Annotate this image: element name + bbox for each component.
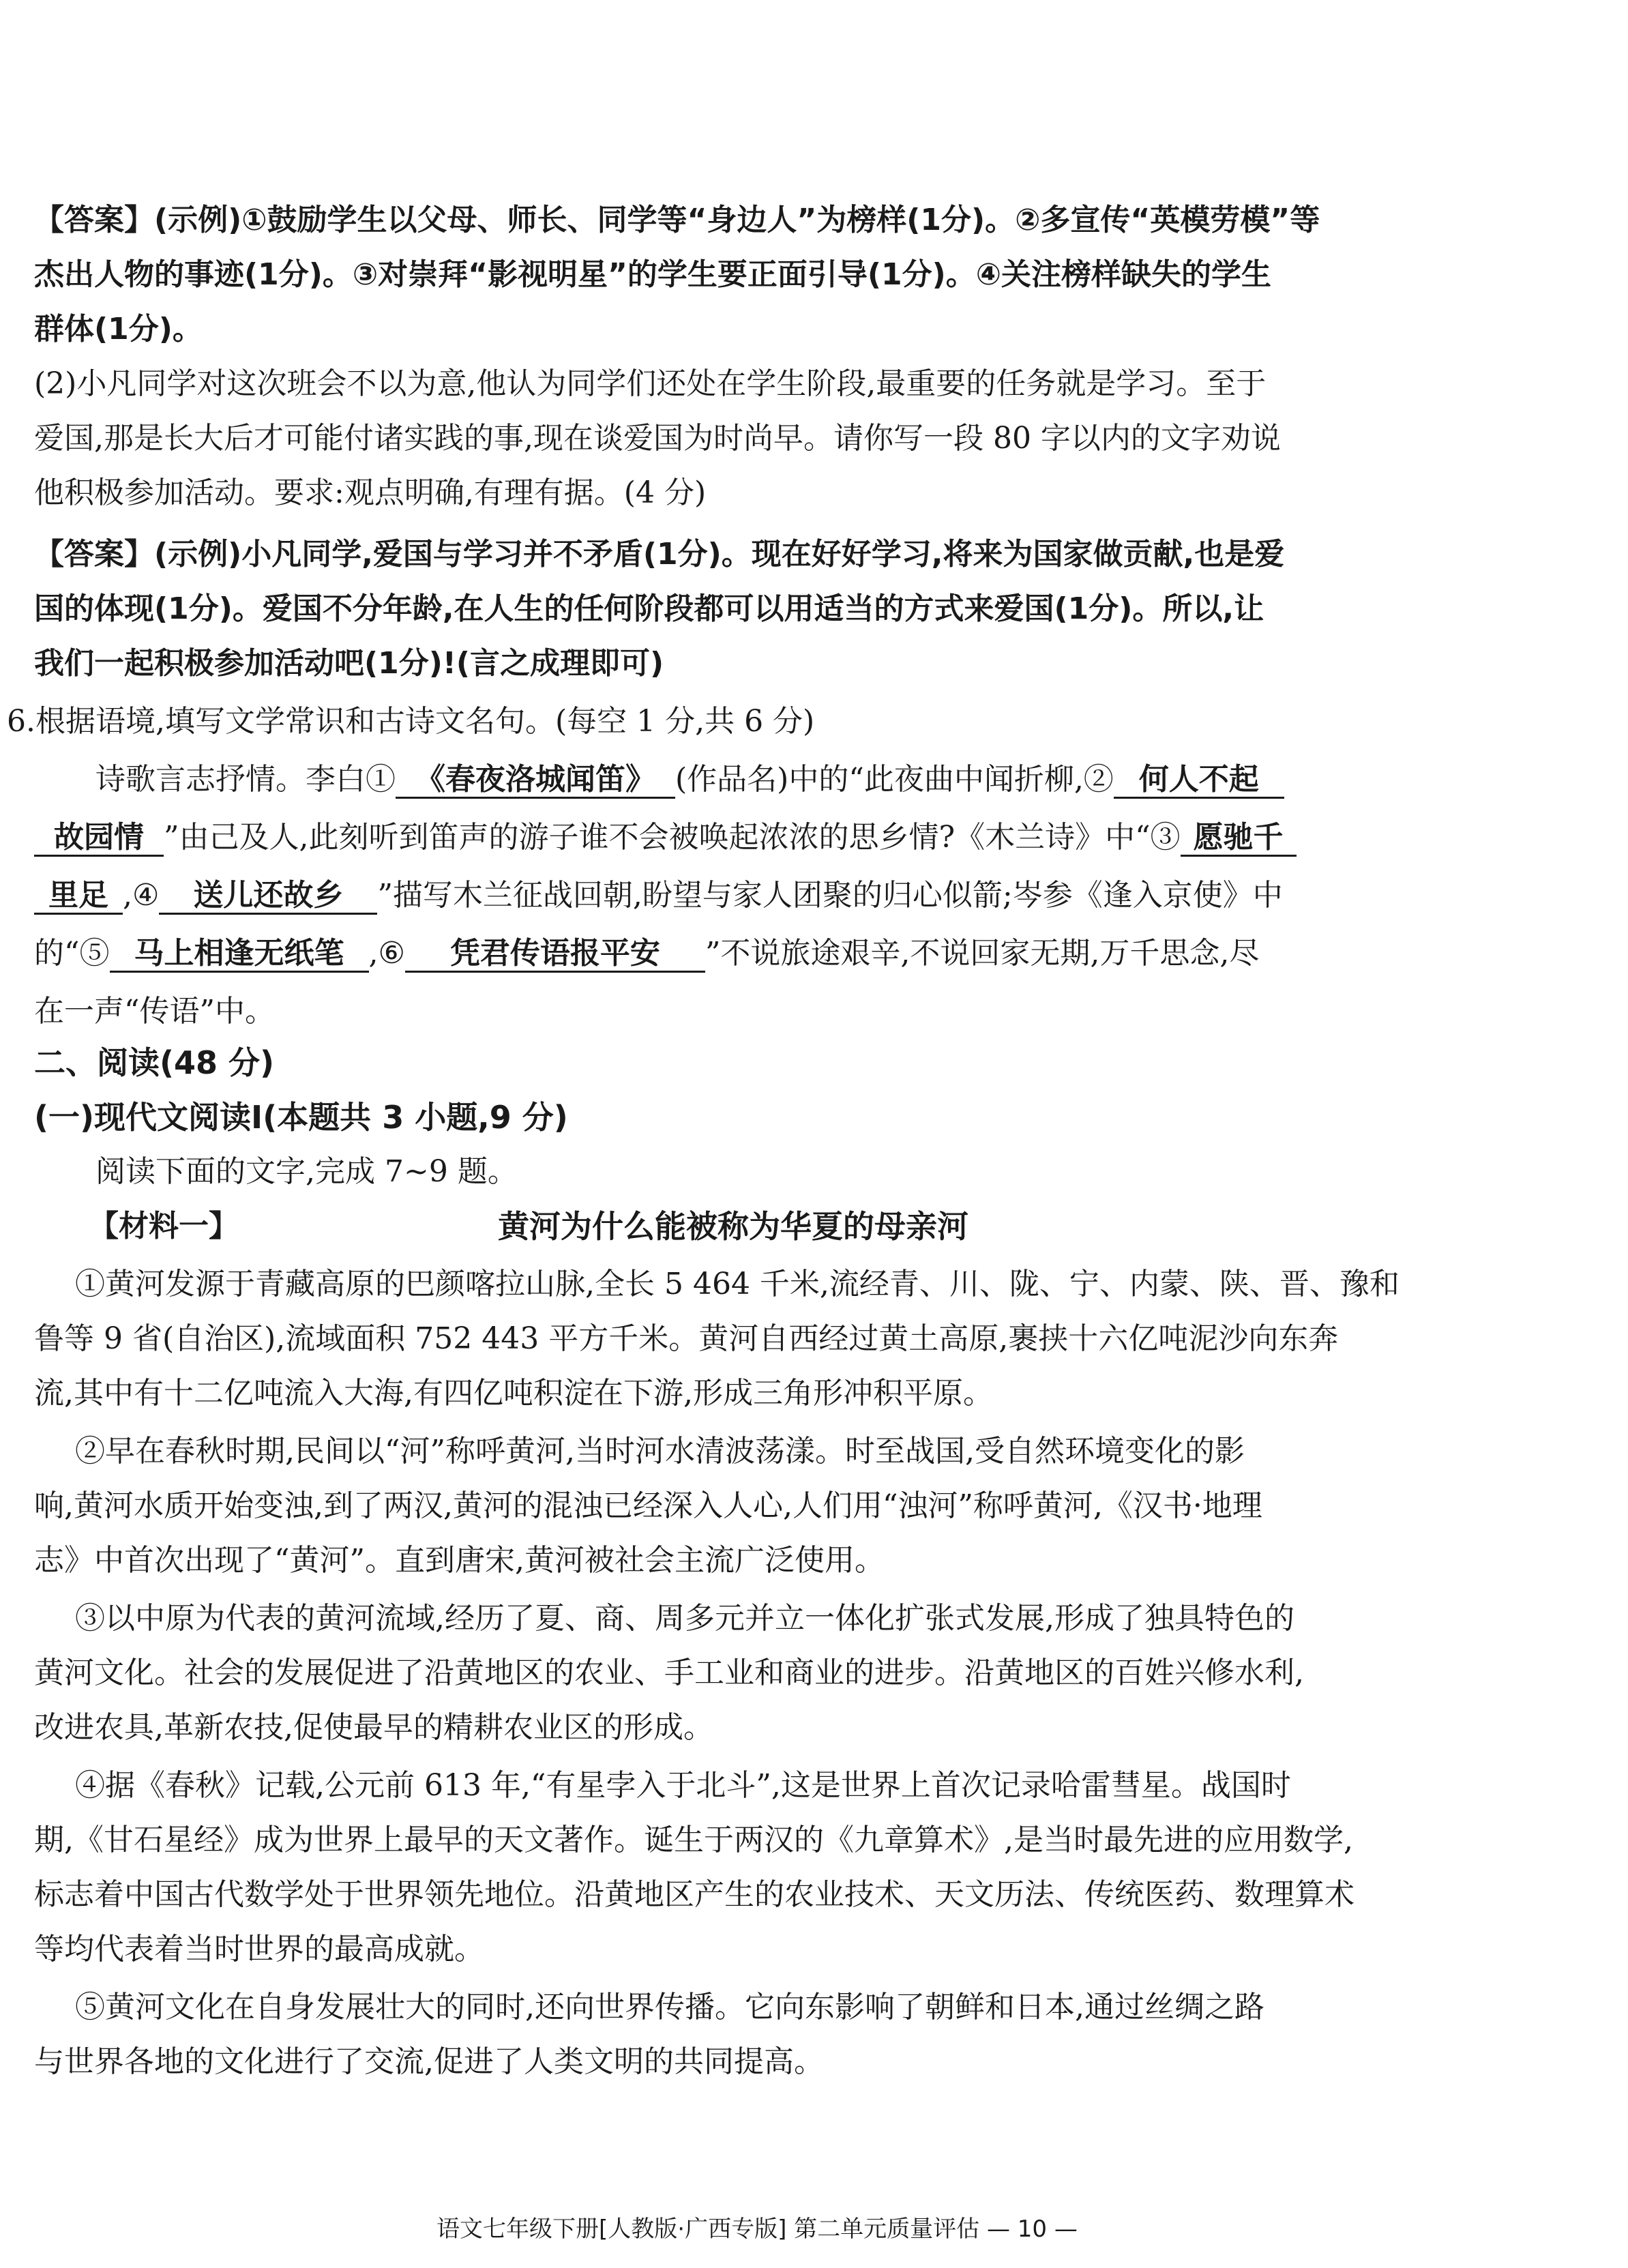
paragraph-3-line-3: 改进农具,革新农技,促使最早的精耕农业区的形成。 [34, 1710, 713, 1745]
fill-blank-3-part-2: 里足 [34, 879, 123, 915]
q6-text: 诗歌言志抒情。李白① [95, 762, 396, 797]
paragraph-3-line-1: ③以中原为代表的黄河流域,经历了夏、商、周多元并立一体化扩张式发展,形成了独具特色的 [75, 1601, 1294, 1636]
question-6-line-3 [34, 877, 1283, 915]
reading-instruction: 阅读下面的文字,完成 7~9 题。 [95, 1154, 518, 1189]
fill-blank-5: 马上相逢无纸笔 [110, 937, 369, 973]
answer-1-line-2: 杰出人物的事迹(1分)。③对崇拜“影视明星”的学生要正面引导(1分)。④关注榜样缺失的学生 [34, 257, 1272, 292]
question-6-line-4 [34, 934, 1259, 973]
q6-text: ”由己及人,此刻听到笛声的游子谁不会被唤起浓浓的思乡情?《木兰诗》中“③ [164, 820, 1181, 855]
paragraph-1-line-3: 流,其中有十二亿吨流入大海,有四亿吨积淀在下游,形成三角形冲积平原。 [34, 1376, 993, 1411]
question-6-line-5: 在一声“传语”中。 [34, 994, 275, 1029]
q6-text: ”描写木兰征战回朝,盼望与家人团聚的归心似箭;岑参《逢入京使》中 [377, 878, 1283, 913]
paragraph-4-line-3: 标志着中国古代数学处于世界领先地位。沿黄地区产生的农业技术、天文历法、传统医药、数理算术 [34, 1877, 1355, 1912]
paragraph-4-line-2: 期,《甘石星经》成为世界上最早的天文著作。诞生于两汉的《九章算术》,是当时最先进的应用数学, [34, 1823, 1353, 1857]
answer-1-line-3: 群体(1分)。 [34, 312, 203, 347]
answer-2-line-2: 国的体现(1分)。爱国不分年龄,在人生的任何阶段都可以用适当的方式来爱国(1分)。所以,让 [34, 591, 1264, 626]
fill-blank-2-part-1: 何人不起 [1114, 763, 1284, 799]
question-6-line-1 [95, 761, 1284, 799]
question-6-line-2 [34, 819, 1297, 857]
paragraph-2-line-3: 志》中首次出现了“黄河”。直到唐宋,黄河被社会主流广泛使用。 [34, 1543, 885, 1578]
material-label: 【材料一】 [89, 1209, 239, 1243]
paragraph-2-line-2: 响,黄河水质开始变浊,到了两汉,黄河的混浊已经深入人心,人们用“浊河”称呼黄河,《汉书·地理 [34, 1488, 1262, 1523]
paragraph-4-line-4: 等均代表着当时世界的最高成就。 [34, 1932, 484, 1967]
paragraph-5-line-2: 与世界各地的文化进行了交流,促进了人类文明的共同提高。 [34, 2044, 824, 2079]
q6-text: ,④ [123, 878, 160, 913]
answer-2-line-3: 我们一起积极参加活动吧(1分)!(言之成理即可) [34, 646, 664, 681]
paragraph-2-line-1: ②早在春秋时期,民间以“河”称呼黄河,当时河水清波荡漾。时至战国,受自然环境变化的影 [75, 1434, 1245, 1469]
paragraph-4-line-1: ④据《春秋》记载,公元前 613 年,“有星孛入于北斗”,这是世界上首次记录哈雷彗星。战国时 [75, 1768, 1291, 1803]
fill-blank-4: 送儿还故乡 [159, 879, 377, 915]
question-6-stem: 6.根据语境,填写文学常识和古诗文名句。(每空 1 分,共 6 分) [7, 704, 815, 739]
fill-blank-6: 凭君传语报平安 [405, 937, 705, 973]
question-5-2-line-3: 他积极参加活动。要求:观点明确,有理有据。(4 分) [34, 475, 707, 510]
fill-blank-1: 《春夜洛城闻笛》 [396, 763, 675, 799]
question-5-2-line-2: 爱国,那是长大后才可能付诸实践的事,现在谈爱国为时尚早。请你写一段 80 字以内的文字劝说 [34, 421, 1281, 456]
answer-2-line-1: 【答案】(示例)小凡同学,爱国与学习并不矛盾(1分)。现在好好学习,将来为国家做贡献,也是爱 [34, 537, 1285, 572]
q6-text: 的“⑤ [34, 936, 110, 971]
fill-blank-3-part-1: 愿驰千 [1181, 821, 1297, 857]
q6-text: ”不说旅途艰辛,不说回家无期,万千思念,尽 [705, 936, 1260, 971]
paragraph-1-line-2: 鲁等 9 省(自治区),流域面积 752 443 平方千米。黄河自西经过黄土高原,裹挟十六亿吨泥沙向东奔 [34, 1321, 1339, 1356]
section-2-heading: 二、阅读(48 分) [34, 1044, 275, 1081]
page-footer: 语文七年级下册[人教版·广西专版] 第二单元质量评估 — 10 — [436, 2215, 1078, 2243]
section-2-1-heading: (一)现代文阅读Ⅰ(本题共 3 小题,9 分) [34, 1099, 568, 1136]
paragraph-1-line-1: ①黄河发源于青藏高原的巴颜喀拉山脉,全长 5 464 千米,流经青、川、陇、宁、内蒙、陕、晋、豫和 [75, 1267, 1400, 1301]
question-5-2-line-1: (2)小凡同学对这次班会不以为意,他认为同学们还处在学生阶段,最重要的任务就是学习。至于 [34, 366, 1267, 401]
material-title: 黄河为什么能被称为华夏的母亲河 [498, 1208, 968, 1245]
fill-blank-2-part-2: 故园情 [34, 821, 164, 857]
q6-text: ,⑥ [368, 936, 405, 971]
q6-text: (作品名)中的“此夜曲中闻折柳,② [675, 762, 1114, 797]
paragraph-3-line-2: 黄河文化。社会的发展促进了沿黄地区的农业、手工业和商业的进步。沿黄地区的百姓兴修水利, [34, 1655, 1304, 1690]
paragraph-5-line-1: ⑤黄河文化在自身发展壮大的同时,还向世界传播。它向东影响了朝鲜和日本,通过丝绸之路 [75, 1990, 1264, 2024]
answer-1-line-1: 【答案】(示例)①鼓励学生以父母、师长、同学等“身边人”为榜样(1分)。②多宣传“英模劳模”等 [34, 203, 1320, 237]
